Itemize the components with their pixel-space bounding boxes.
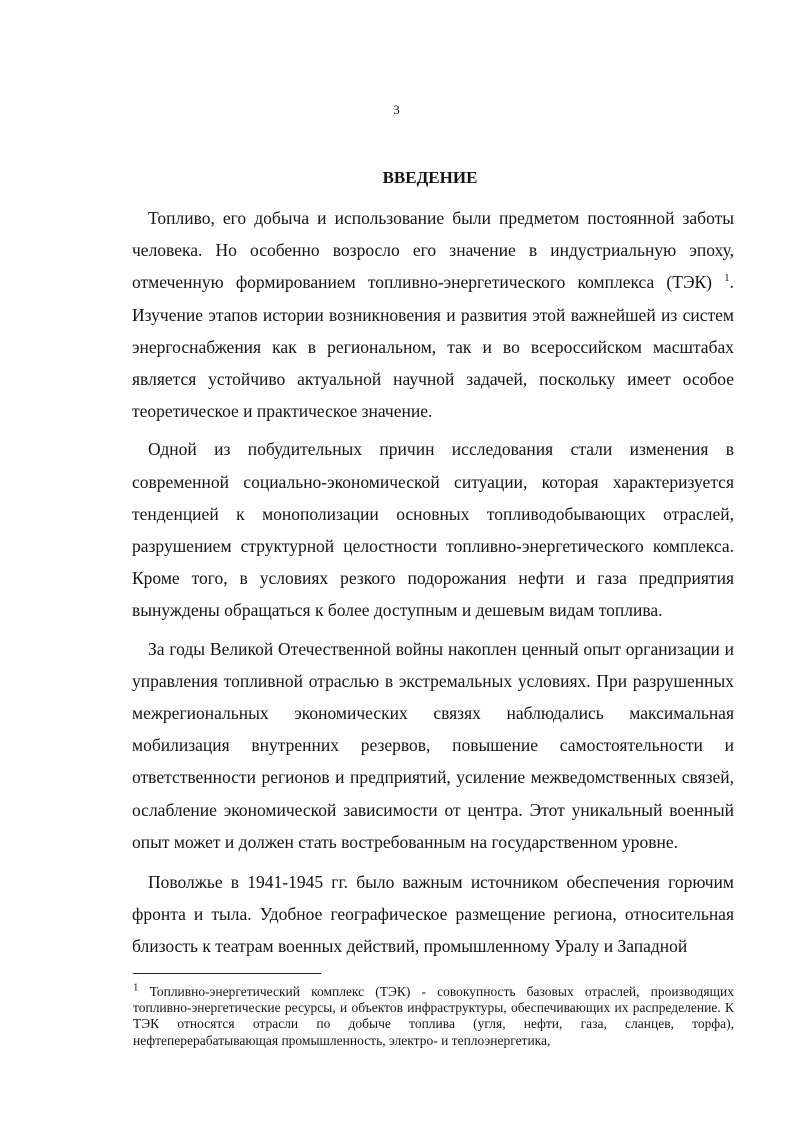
paragraph-3: За годы Великой Отечественной войны накоплен ценный опыт организации и управления топливной отраслью в экстремальных условиях. При разрушенных межрегиональных экономических связях наблюдались максимальная мобилизация внутренних резервов, повышение самостоятельности и ответственности регионов и предприятий, усиление межведомственных связей, ослабление экономической зависимости от центра. Этот уникальный военный опыт может и должен стать востребованным на государственном уровне. (132, 638, 734, 852)
page-number: 3 (393, 102, 400, 117)
footnote-marker: 1 (133, 981, 139, 994)
main-text (132, 202, 734, 963)
paragraph-1-text-end: . Изучение этапов истории возникновения и развития этой важнейшей из систем энергоснабжения как в региональном, так и во всероссийском масштабах является устойчиво актуальной научной задачей, поскольку имеет особое теоретическое и практическое значение. (132, 272, 734, 422)
footnote-reference: 1 (724, 272, 730, 285)
paragraph-4: Поволжье в 1941-1945 гг. было важным источником обеспечения горючим фронта и тыла. Удобное географическое размещение региона, относительная близость к театрам военных действий, промышленному Уралу и Западной (132, 872, 734, 957)
footnote-text: Топливно-энергетический комплекс (ТЭК) - совокупность базовых отраслей, производящих топливно-энергетические ресурсы, и объектов инфраструктуры, обеспечивающих их распределение. К ТЭК относятся отрасли по добыче топлива (угля, нефти, газа, сланцев, торфа), нефтеперерабатывающая промышленность, электро- и теплоэнергетика, (133, 984, 735, 1048)
section-title: ВВЕДЕНИЕ (382, 168, 478, 187)
footnote (133, 981, 735, 1049)
paragraph-1 (132, 202, 734, 427)
paragraph-1-text-start: Топливо, его добыча и использование были предметом постоянной заботы человека. Но особенно возросло его значение в индустриальную эпоху, отмеченную формированием топливно-энергетического комплекса (ТЭК) (132, 208, 734, 293)
footnote-separator (133, 973, 321, 974)
paragraph-2: Одной из побудительных причин исследования стали изменения в современной социально-экономической ситуации, которая характеризуется тенденцией к монополизации основных топливодобывающих отраслей, разрушением структурной целостности топливно-энергетического комплекса. Кроме того, в условиях резкого подорожания нефти и газа предприятия вынуждены обращаться к более доступным и дешевым видам топлива. (132, 439, 734, 621)
